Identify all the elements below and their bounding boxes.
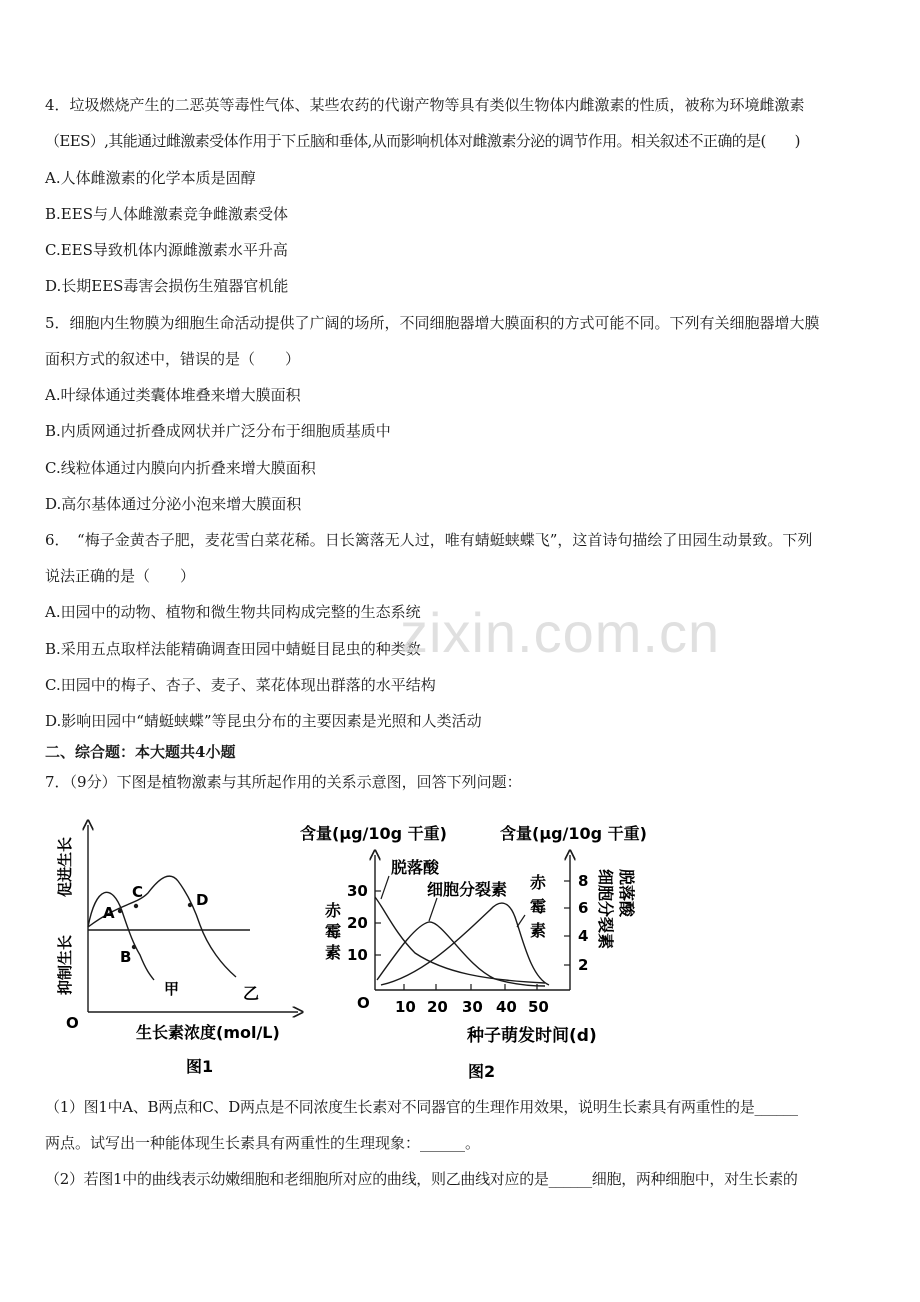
fig2-left-axis-label	[325, 901, 342, 962]
fig2-x-tick-40: 40	[496, 998, 517, 1016]
q5-stem-line1: 5．细胞内生物膜为细胞生命活动提供了广阔的场所，不同细胞器增大膜面积的方式可能不同。下列有关细胞器增大膜	[45, 314, 820, 332]
q5-option-d: D.高尔基体通过分泌小泡来增大膜面积	[45, 495, 302, 513]
fig2-pointer-aba	[381, 876, 389, 899]
q6-option-d: D.影响田园中“蜻蜓蛱蝶”等昆虫分布的主要因素是光照和人类活动	[45, 712, 482, 730]
fig2-left-tick-20: 20	[347, 914, 368, 932]
fig2-x-tick-50: 50	[528, 998, 549, 1016]
fig1-caption: 图1	[186, 1057, 214, 1076]
fig1-curve-yi	[88, 876, 236, 977]
watermark: zixin.com.cn	[400, 601, 721, 664]
fig2-left-tick-10: 10	[347, 946, 368, 964]
fig2-right-axis-label2: 脱落酸	[617, 869, 636, 918]
fig1-label-a: A	[103, 904, 115, 922]
q5-option-b: B.内质网通过折叠成网状并广泛分布于细胞质基质中	[45, 422, 391, 440]
fig2-x-tick-10: 10	[395, 998, 416, 1016]
fig1-ylabel-top: 促进生长	[56, 836, 74, 897]
fig1-label-d: D	[196, 891, 209, 909]
q4-option-c: C.EES导致机体内源雌激素水平升高	[45, 241, 288, 259]
fig1-label-b: B	[120, 948, 132, 966]
q7-sub2-line1: （2）若图1中的曲线表示幼嫩细胞和老细胞所对应的曲线，则乙曲线对应的是______细胞，两种细胞中，对生长素的	[45, 1170, 798, 1188]
fig2-right-tick-8: 8	[578, 872, 589, 890]
fig2-right-tick-2: 2	[578, 956, 589, 974]
svg-text:素: 素	[325, 943, 342, 962]
section-heading: 二、综合题：本大题共4小题	[45, 743, 236, 761]
figure-1	[40, 815, 310, 1085]
fig2-xlabel: 种子萌发时间(d)	[467, 1026, 597, 1046]
fig2-right-axis-label1: 细胞分裂素	[596, 869, 615, 950]
q6-option-b: B.采用五点取样法能精确调查田园中蜻蜓目昆虫的种类数	[45, 640, 421, 658]
svg-text:霉: 霉	[530, 897, 547, 916]
q6-option-c: C.田园中的梅子、杏子、麦子、菜花体现出群落的水平结构	[45, 676, 436, 694]
svg-text:赤: 赤	[530, 873, 547, 892]
q5-option-a: A.叶绿体通过类囊体堆叠来增大膜面积	[45, 386, 301, 404]
fig2-curve-aba	[375, 897, 545, 983]
fig1-ylabel-bottom: 抑制生长	[56, 934, 74, 995]
fig2-left-unit: 含量(μg/10g 干重)	[300, 824, 447, 843]
figure-2	[295, 815, 680, 1090]
q4-option-a: A.人体雌激素的化学本质是固醇	[45, 169, 256, 187]
q7-sub1-line1: （1）图1中A、B两点和C、D两点是不同浓度生长素对不同器官的生理作用效果，说明生长素具有两重性的是______	[45, 1098, 798, 1116]
fig1-point-a	[118, 909, 122, 913]
svg-text:赤: 赤	[325, 901, 342, 920]
svg-text:霉: 霉	[325, 922, 342, 941]
q4-option-d: D.长期EES毒害会损伤生殖器官机能	[45, 277, 289, 295]
fig2-x-tick-30: 30	[462, 998, 483, 1016]
fig2-origin: O	[357, 994, 370, 1012]
fig2-right-ticks	[564, 881, 570, 965]
fig2-series-ga-label	[530, 873, 547, 940]
q7-sub1-line2: 两点。试写出一种能体现生长素具有两重性的生理现象：______。	[45, 1134, 481, 1152]
fig2-right-unit: 含量(μg/10g 干重)	[500, 824, 647, 843]
fig1-curve2-label: 乙	[243, 984, 260, 1003]
q4-stem-line1: 4．垃圾燃烧产生的二恶英等毒性气体、某些农药的代谢产物等具有类似生物体内雌激素的性质，被称为环境雌激素	[45, 96, 805, 114]
fig2-pointer-ga	[517, 915, 525, 927]
fig1-curve1-label: 甲	[164, 980, 180, 998]
q6-option-a: A.田园中的动物、植物和微生物共同构成完整的生态系统	[45, 603, 421, 621]
q6-stem-line1: 6． “梅子金黄杏子肥，麦花雪白菜花稀。日长篱落无人过，唯有蜻蜓蛱蝶飞”，这首诗句描绘了田园生动景致。下列	[45, 531, 813, 549]
fig2-series-aba-label: 脱落酸	[391, 858, 440, 877]
q4-option-b: B.EES与人体雌激素竞争雌激素受体	[45, 205, 288, 223]
fig1-curve-jia	[88, 892, 154, 980]
fig2-x-ticks	[404, 984, 537, 990]
q7-stem: 7．（9分）下图是植物激素与其所起作用的关系示意图，回答下列问题：	[45, 773, 522, 791]
fig2-series-ck-label: 细胞分裂素	[427, 880, 508, 899]
fig1-label-c: C	[132, 883, 144, 901]
fig2-caption: 图2	[468, 1062, 496, 1081]
q5-option-c: C.线粒体通过内膜向内折叠来增大膜面积	[45, 459, 316, 477]
fig2-left-tick-30: 30	[347, 882, 368, 900]
fig2-right-tick-6: 6	[578, 899, 589, 917]
fig2-pointer-ck	[429, 898, 437, 921]
fig1-point-c	[134, 904, 138, 908]
q6-stem-line2: 说法正确的是（ ）	[45, 567, 196, 585]
fig2-right-tick-4: 4	[578, 927, 589, 945]
fig1-xlabel: 生长素浓度(mol/L)	[136, 1023, 280, 1042]
fig1-point-d	[188, 903, 192, 907]
fig1-point-b	[132, 945, 136, 949]
fig2-x-tick-20: 20	[427, 998, 448, 1016]
svg-text:素: 素	[530, 921, 547, 940]
q4-stem-line2: （EES）,其能通过雌激素受体作用于下丘脑和垂体,从而影响机体对雌激素分泌的调节作用。相关叙述不正确的是( )	[45, 132, 800, 150]
q5-stem-line2: 面积方式的叙述中，错误的是（ ）	[45, 350, 301, 368]
fig1-origin: O	[66, 1014, 79, 1032]
